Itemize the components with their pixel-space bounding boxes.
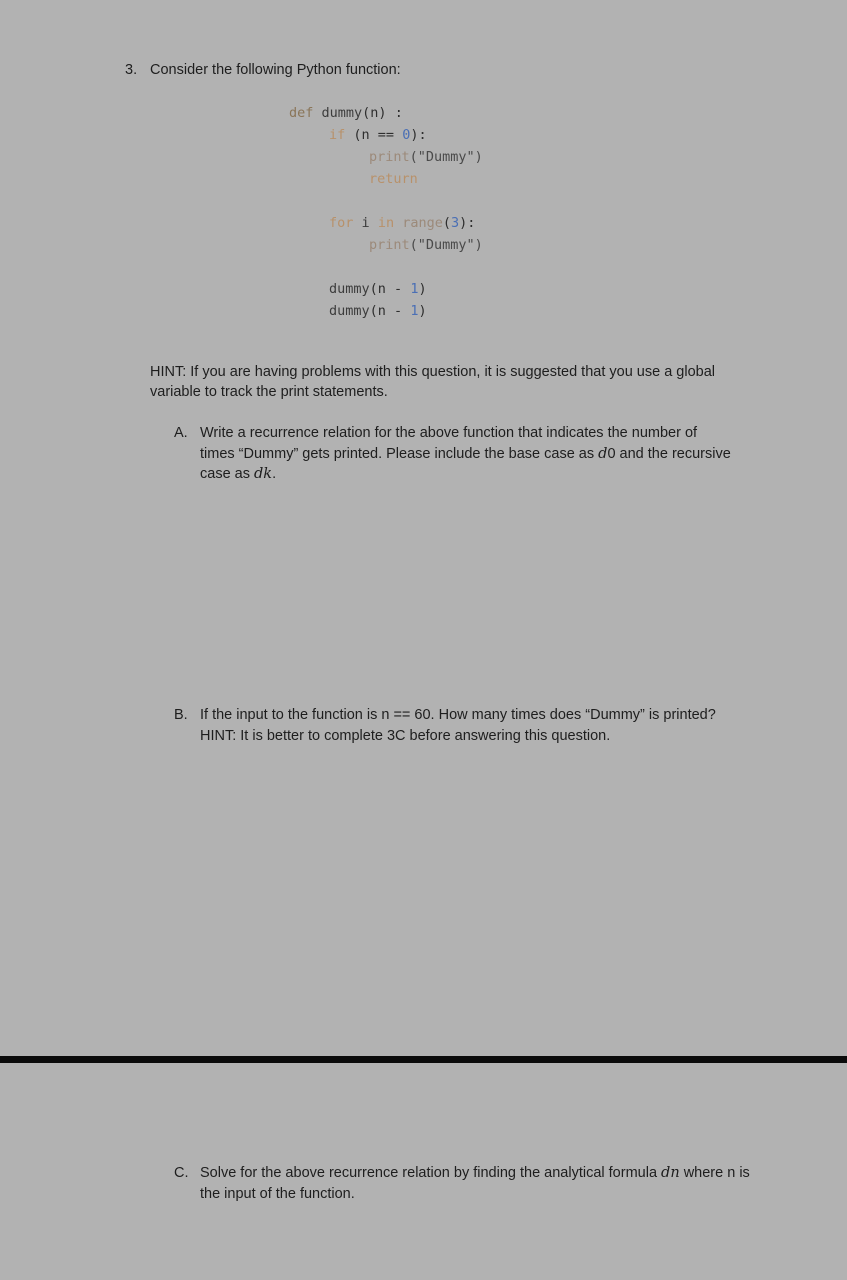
code-call-name: dummy [329, 281, 370, 297]
code-print-fn: print [369, 237, 410, 253]
part-c-text: Solve for the above recurrence relation by finding the analytical formula dn where n is the input of the function. [200, 1165, 750, 1202]
code-if-keyword: if [329, 127, 346, 143]
math-dn: dn [661, 1165, 680, 1181]
code-return-keyword: return [369, 171, 418, 187]
code-cond-op: == [377, 127, 395, 143]
code-call-value: 1 [410, 303, 419, 319]
code-line-def: def dummy(n) : [289, 105, 403, 121]
code-loop-var: i [361, 215, 370, 231]
part-b-letter: B. [174, 707, 188, 723]
part-b-line-1: If the input to the function is n == 60. How many times does “Dummy” is printed? [200, 707, 716, 723]
part-a-letter: A. [174, 425, 188, 441]
code-blank-line [289, 256, 483, 278]
code-line-print-1 [289, 146, 483, 168]
code-for-keyword: for [329, 215, 354, 231]
code-blank-line [289, 190, 483, 212]
code-print-fn: print [369, 149, 410, 165]
question-number: 3. [125, 62, 138, 78]
code-cond-open: (n [353, 127, 378, 143]
part-c-letter: C. [174, 1165, 189, 1181]
code-function-name: dummy [321, 105, 363, 121]
code-line-for: for i in range(3): [329, 215, 476, 231]
code-line-call-2: dummy(n - 1) [329, 303, 427, 319]
code-line-print-2 [289, 234, 483, 256]
code-line-return [289, 168, 483, 190]
code-block [289, 102, 483, 322]
code-range-fn: range [402, 215, 443, 231]
code-params: (n) [362, 105, 387, 121]
code-call-name: dummy [329, 303, 370, 319]
question-prompt: Consider the following Python function: [150, 62, 401, 78]
math-dk: dk [254, 466, 273, 482]
code-cond-value: 0 [402, 127, 411, 143]
code-range-value: 3 [451, 215, 460, 231]
hint-paragraph: HINT: If you are having problems with this question, it is suggested that you use a global variable to track the print statements. [150, 364, 716, 400]
code-line-call-1: dummy(n - 1) [329, 281, 427, 297]
part-b-line-2: HINT: It is better to complete 3C before answering this question. [200, 727, 611, 744]
code-call-value: 1 [410, 281, 419, 297]
part-b-text [200, 705, 800, 746]
code-cond-close: ): [410, 127, 427, 143]
part-a-text: Write a recurrence relation for the above function that indicates the number of times “Dummy” gets printed. Please include the base case as d0 and the recursive case as dk. [200, 425, 731, 482]
math-d0: d [598, 445, 608, 462]
code-line-if [289, 124, 483, 146]
code-print-arg: ("Dummy") [409, 237, 483, 253]
code-def-keyword: def [289, 105, 314, 121]
page-divider [0, 1056, 847, 1063]
code-print-arg: ("Dummy") [409, 149, 483, 165]
code-in-keyword: in [377, 215, 395, 231]
